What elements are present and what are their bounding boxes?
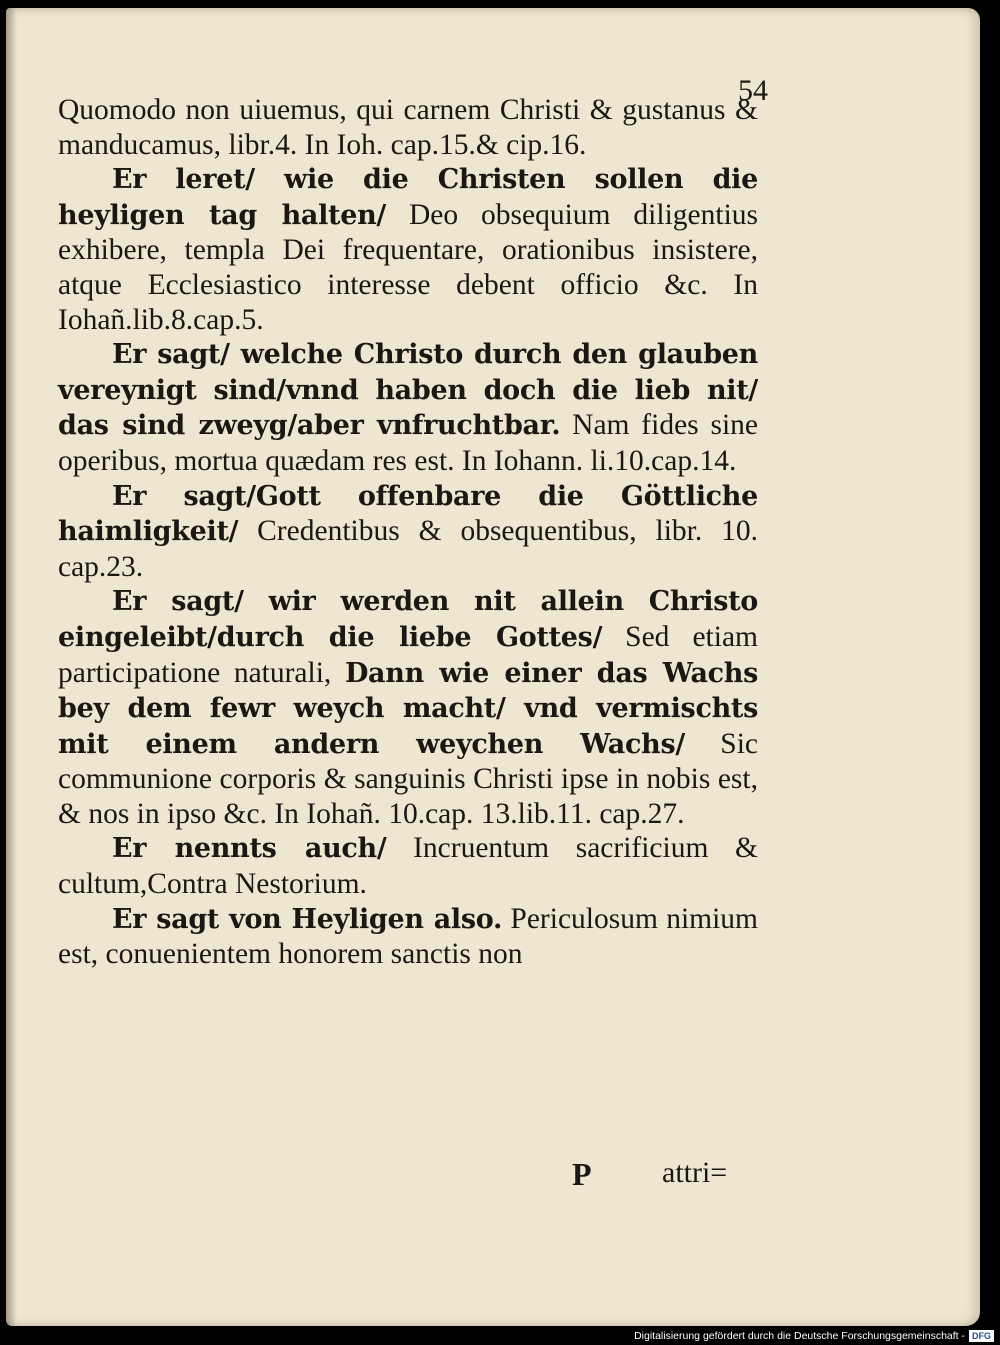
blackletter-text: Er sagt von Heyligen also. [112, 903, 503, 935]
blackletter-text: Er nennts auch/ [112, 833, 387, 865]
latin-text: Credentibus & obsequentibus, libr. 10. cap.23. [58, 515, 758, 583]
page-number: 54 [738, 74, 768, 107]
blackletter-text: Er sagt/Gott offenbare die Göttliche haimligkeit/ [58, 480, 758, 548]
body-text [58, 93, 758, 972]
catchword: attri= [662, 1156, 728, 1189]
latin-text: Deo obsequium diligentius exhibere, templa Dei frequentare, orationibus insistere, atque Ecclesiastico interesse debent officio &c. In Iohañ.lib.8.cap.5. [58, 198, 758, 336]
paragraph [58, 831, 758, 901]
funding-footer [634, 1330, 994, 1342]
latin-text: Sed etiam participatione naturali, [58, 620, 758, 689]
blackletter-text: Dann wie einer das Wachs bey dem fewr weych macht/ vnd vermischts mit einem andern weychen Wachs/ [58, 657, 759, 760]
blackletter-text: Er leret/ wie die Christen sollen die heyligen tag halten/ [58, 164, 758, 231]
paragraph [58, 584, 758, 831]
catchline [6, 1156, 980, 1196]
paragraph [58, 337, 758, 478]
dfg-logo-icon: DFG [969, 1330, 994, 1342]
paragraph [58, 479, 758, 585]
blackletter-text: Er sagt/ welche Christo durch den glauben vereynigt sind/vnnd haben doch die lieb nit/ das sind zweyg/aber vnfruchtbar. [58, 339, 758, 442]
paragraph [58, 162, 758, 337]
latin-text: Incruentum sacrificium & cultum,Contra Nestorium. [58, 832, 758, 901]
latin-text: Quomodo non uiuemus, qui carnem Christi & gustanus & manducamus, libr.4. In Ioh. cap.15.& cip.16. [58, 94, 758, 161]
latin-text: Sic communione corporis & sanguinis Christi ipse in nobis est, & nos in ipso &c. In Iohañ. 10.cap. 13.lib.11. cap.27. [58, 727, 758, 830]
paragraph [58, 902, 758, 972]
footer-text: Digitalisierung gefördert durch die Deutsche Forschungsgemeinschaft - [634, 1330, 965, 1342]
paragraph [58, 93, 758, 162]
latin-text: Periculosum nimium est, conuenientem honorem sanctis non [58, 902, 758, 971]
latin-text: Nam fides sine operibus, mortua quædam res est. In Iohann. li.10.cap.14. [58, 409, 758, 477]
signature-mark: P [572, 1156, 592, 1192]
book-page [6, 8, 980, 1326]
blackletter-text: Er sagt/ wir werden nit allein Christo eingeleibt/durch die liebe Gottes/ [58, 586, 758, 653]
